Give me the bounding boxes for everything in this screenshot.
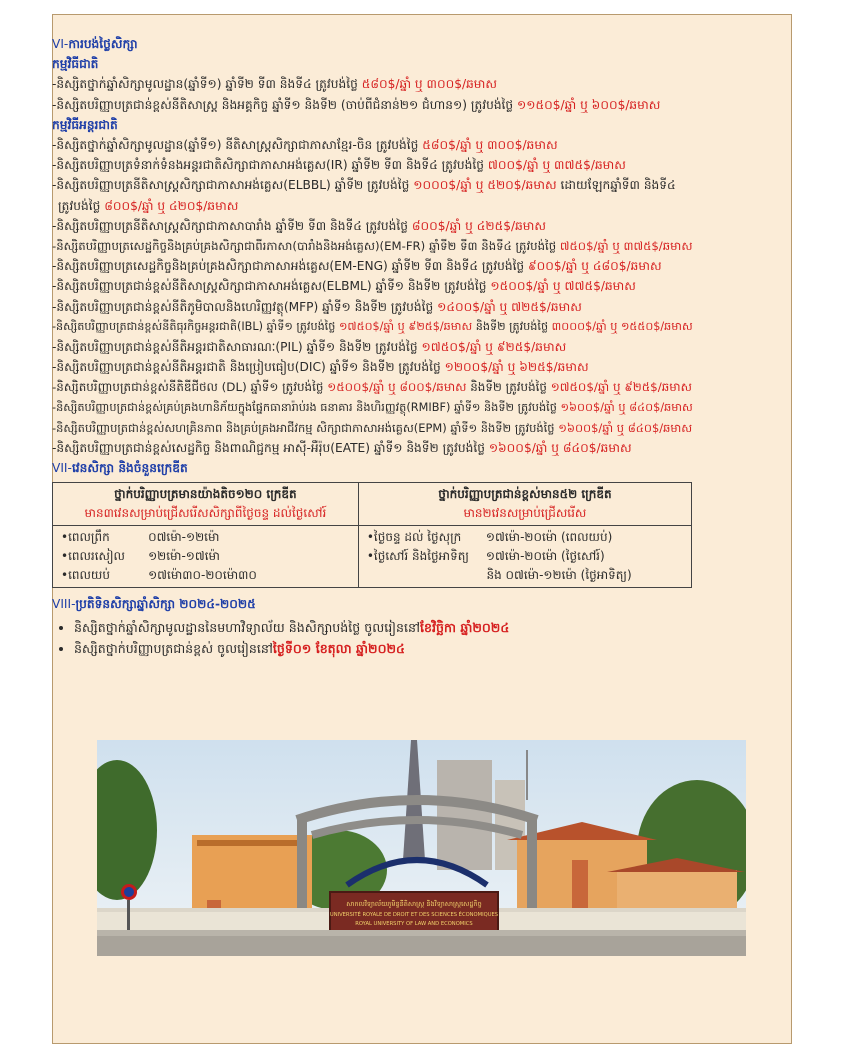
fee-item: -និស្សិតបរិញ្ញាបត្រជាន់ខ្ពស់នីតិធុរកិច្ចអន្តរជាតិ(IBL) ឆ្នាំទី១ ត្រូវបង់ថ្លៃ ១៧៥០$/ឆ្នាំ ឬ ៩២៥$/ឆមាស និងទី២ ត្រូវបង់ថ្លៃ ៣០០០$/ឆ្នាំ ឬ ១៥៥០$/ឆមាស [52,319,693,333]
fee-amount: ៥៨០$/ឆ្នាំ ឬ ៣០០$/ឆមាស [422,138,558,153]
fee-amount: ១៥០០$/ឆ្នាំ ឬ ៨០០$/ឆមាស [327,380,467,395]
fee-amount: ១៦០០$/ឆ្នាំ ឬ ៨៤០$/ឆមាស [558,420,693,435]
section7-heading: VII-វេនសិក្សា និងចំនួនក្រេឌីត [52,461,188,476]
fee-item: -និស្សិតបរិញ្ញាបត្រជាន់ខ្ពស់នីតិអន្តរជាតិ និងប្រៀបធៀប(DIC) ឆ្នាំទី១ និងទី២ ត្រូវបង់ថ្លៃ ១២០០$/ឆ្នាំ ឬ ៦២៥$/ឆមាស [52,360,589,375]
bachelor-header: ថ្នាក់បរិញ្ញាបត្រមានយ៉ាងតិច១២០ ក្រេឌីត មាន៣វេនសម្រាប់ជ្រើសរើសសិក្សាពីថ្ងៃចន្ទ ដល់ថ្ងៃសៅរ៍ [53,483,359,526]
fee-amount: ៨០០$/ឆ្នាំ ឬ ៤២០$/ឆមាស [104,198,239,213]
sign-text-khmer: សាកលវិទ្យាល័យភូមិន្ទនីតិសាស្ត្រ និងវិទ្យាសាស្ត្រសេដ្ឋកិច្ច [346,900,482,908]
fee-item: -និស្សិតបរិញ្ញាបត្រជាន់ខ្ពស់សេដ្ឋកិច្ច និងពាណិជ្ជកម្ម អាស៊ី-អឺរ៉ុប(EATE) ឆ្នាំទី១ និងទី២ ត្រូវបង់ថ្លៃ ១៦០០$/ឆ្នាំ ឬ ៨៤០$/ឆមាស [52,441,632,456]
fee-item: -និស្សិតបរិញ្ញាបត្រជាន់ខ្ពស់នីតិសាស្ត្រ និងអគ្គកិច្ច ឆ្នាំទី១ និងទី២ (ចាប់ពីជំនាន់២១ ជំហាន១) ត្រូវបង់ថ្លៃ ១១៥០$/ឆ្នាំ ឬ ៦០០$/ឆមាស [52,97,661,112]
fee-amount: ១៤០០$/ឆ្នាំ ឬ ៧២៥$/ឆមាស [437,299,582,314]
fee-amount: ១២០០$/ឆ្នាំ ឬ ៦២៥$/ឆមាស [444,360,589,375]
shift-row: និង ០៧ម៉ោ-១២ម៉ោ (ថ្ងៃអាទិត្យ) [486,568,632,583]
fee-amount: ១០០០$/ឆ្នាំ ឬ ៥២០$/ឆមាស [413,178,557,193]
fee-item: -និស្សិតបរិញ្ញាបត្រជាន់ខ្ពស់សហគ្រិនភាព និងគ្រប់គ្រងអាជីវកម្ម សិក្សាជាភាសាអង់គ្លេស(EPM) ឆ្នាំទី១ និងទី២ ត្រូវបង់ថ្លៃ ១៦០០$/ឆ្នាំ ឬ ៨៤០$/ឆមាស [52,420,693,435]
national-heading: កម្មវិធីជាតិ [52,57,99,72]
shift-row: • ពេលព្រឹក ០៧ម៉ោ-១២ម៉ោ [61,530,220,545]
fee-item: -និស្សិតបរិញ្ញាបត្រជាន់ខ្ពស់នីតិអន្តរជាតិសាធារណៈ(PIL) ឆ្នាំទី១ និងទី២ ត្រូវបង់ថ្លៃ ១៧៥០$/ឆ្នាំ ឬ ៩២៥$/ឆមាស [52,340,567,355]
shift-row: • ថ្ងៃសៅរ៍ និងថ្ងៃអាទិត្យ ១៧ម៉ោ-២០ម៉ោ (ថ្ងៃសៅរ៍) [366,549,605,564]
fee-amount: ១៦០០$/ឆ្នាំ ឬ ៨៤០$/ឆមាស [488,441,632,456]
fee-amount: ១៧៥០$/ឆ្នាំ ឬ ៩២៥$/ឆមាស [421,340,567,355]
fee-amount: ៨០០$/ឆ្នាំ ឬ ៤២៥$/ឆមាស [411,218,547,233]
fee-amount: ៣០០០$/ឆ្នាំ ឬ ១៥៥០$/ឆមាស [551,319,693,333]
shift-row: • ថ្ងៃចន្ទ ដល់ ថ្ងៃសុក្រ ១៧ម៉ោ-២០ម៉ោ (ពេលយប់) [366,530,613,545]
fee-item: -និស្សិតបរិញ្ញាបត្រទំនាក់ទំនងអន្តរជាតិសិក្សាជាភាសាអង់គ្លេស(IR) ឆ្នាំទី២ ទី៣ និងទី៤ ត្រូវបង់ថ្លៃ ៧០០$/ឆ្នាំ ឬ ៣៧៥$/ឆមាស [52,158,626,173]
sign-text-french: UNIVERSITÉ ROYALE DE DROIT ET DES SCIENCES ÉCONOMIQUES [329,912,499,918]
bachelor-shifts [53,526,359,588]
fee-item: -និស្សិតបរិញ្ញាបត្រសេដ្ឋកិច្ចនិងគ្រប់គ្រងសិក្សាជាពីរភាសា(បារាំងនិងអង់គ្លេស)(EM-FR) ឆ្នាំទី២ ទី៣ និងទី៤ ត្រូវបង់ថ្លៃ ៧៥០$/ឆ្នាំ ឬ ៣៧៥$/ឆមាស [52,239,693,254]
schedule-table [52,482,692,588]
fee-amount: ៩០០$/ឆ្នាំ ឬ ៤៨០$/ឆមាស [528,259,662,274]
section6-heading: VI-ការបង់ថ្លៃសិក្សា [52,37,138,51]
calendar-list [52,617,692,659]
content [52,34,692,659]
fee-item: -និស្សិតថ្នាក់ឆ្នាំសិក្សាមូលដ្ឋាន(ឆ្នាំទី១) ឆ្នាំទី២ ទី៣ និងទី៤ ត្រូវបង់ថ្លៃ ៥៨០$/ឆ្នាំ ឬ ៣០០$/ឆមាស [52,77,498,92]
master-shifts [358,526,691,588]
section8-heading: VIII-ប្រតិទិនសិក្សាឆ្នាំសិក្សា ២០២៤-២០២៥ [52,597,256,612]
list-item: • និស្សិតថ្នាក់បរិញ្ញាបត្រជាន់ខ្ពស់ ចូលរៀននៅថ្ងៃទី០១ ខែតុលា ឆ្នាំ២០២៤ [74,638,692,659]
shift-row: • ពេលរសៀល ១២ម៉ោ-១៧ម៉ោ [61,549,220,564]
fee-amount: ១១៥០$/ឆ្នាំ ឬ ៦០០$/ឆមាស [517,97,661,112]
fee-item: -និស្សិតថ្នាក់ឆ្នាំសិក្សាមូលដ្ឋាន(ឆ្នាំទី១) នីតិសាស្ត្រសិក្សាជាភាសាខ្មែរ-ចិន ត្រូវបង់ថ្លៃ ៥៨០$/ឆ្នាំ ឬ ៣០០$/ឆមាស [52,138,558,153]
fee-amount: ៥៨០$/ឆ្នាំ ឬ ៣០០$/ឆមាស [361,77,498,92]
fee-amount: ១៦០០$/ឆ្នាំ ឬ ៨៤០$/ឆមាស [560,400,693,414]
campus-photo [97,740,746,956]
international-heading: កម្មវិធីអន្តរជាតិ [52,117,118,132]
fee-item: -និស្សិតបរិញ្ញាបត្រសេដ្ឋកិច្ចនិងគ្រប់គ្រងសិក្សាជាភាសាអង់គ្លេស(EM-ENG) ឆ្នាំទី២ ទី៣ និងទី៤ ត្រូវបង់ថ្លៃ ៩០០$/ឆ្នាំ ឬ ៤៨០$/ឆមាស [52,259,662,274]
master-header: ថ្នាក់បរិញ្ញាបត្រជាន់ខ្ពស់មាន៥២ ក្រេឌីត មាន២វេនសម្រាប់ជ្រើសរើស [358,483,691,526]
fee-item: -និស្សិតបរិញ្ញាបត្រនីតិសាស្ត្រសិក្សាជាភាសាបារាំង ឆ្នាំទី២ ទី៣ និងទី៤ ត្រូវបង់ថ្លៃ ៨០០$/ឆ្នាំ ឬ ៤២៥$/ឆមាស [52,218,547,233]
fee-item: -និស្សិតបរិញ្ញាបត្រជាន់ខ្ពស់នីតិឌីជីថល (DL) ឆ្នាំទី១ ត្រូវបង់ថ្លៃ ១៥០០$/ឆ្នាំ ឬ ៨០០$/ឆមាស និងទី២ ត្រូវបង់ថ្លៃ ១៧៥០$/ឆ្នាំ ឬ ៩២៥$/ឆមាស [52,380,692,395]
fee-amount: ១៧៥០$/ឆ្នាំ ឬ ៩២៥$/ឆមាស [338,319,473,333]
national-fee-list [52,74,692,114]
fee-amount: ៧០០$/ឆ្នាំ ឬ ៣៧៥$/ឆមាស [487,158,626,173]
fee-item: -និស្សិតបរិញ្ញាបត្រជាន់ខ្ពស់គ្រប់គ្រងហានិភ័យក្នុងផ្នែកធានារ៉ាប់រង ធនាគារ និងហិរញ្ញវត្ថុ(RMIBF) ឆ្នាំទី១ និងទី២ ត្រូវបង់ថ្លៃ ១៦០០$/ឆ្នាំ ឬ ៨៤០$/ឆមាស [52,400,693,414]
campus-gate-illustration [97,740,746,956]
shift-row: • ពេលយប់ ១៧ម៉ោ៣០-២០ម៉ោ៣០ [61,568,257,583]
sign-text-english: ROYAL UNIVERSITY OF LAW AND ECONOMICS [355,921,473,927]
fee-amount: ១៧៥០$/ឆ្នាំ ឬ ៩២៥$/ឆមាស [550,380,692,395]
fee-item: ត្រូវបង់ថ្លៃ ៨០០$/ឆ្នាំ ឬ ៤២០$/ឆមាស [58,198,239,213]
international-fee-list [52,135,692,458]
fee-item: -និស្សិតបរិញ្ញាបត្រជាន់ខ្ពស់នីតិភូមិបាលនិងហេរិញ្ញវត្ថុ(MFP) ឆ្នាំទី១ និងទី២ ត្រូវបង់ថ្លៃ ១៤០០$/ឆ្នាំ ឬ ៧២៥$/ឆមាស [52,299,582,314]
fee-item: -និស្សិតបរិញ្ញាបត្រជាន់ខ្ពស់នីតិសាស្ត្រសិក្សាជាភាសាអង់គ្លេស(ELBML) ឆ្នាំទី១ និងទី២ ត្រូវបង់ថ្លៃ ១៥០០$/ឆ្នាំ ឬ ៧៧៥$/ឆមាស [52,279,636,294]
fee-amount: ៧៥០$/ឆ្នាំ ឬ ៣៧៥$/ឆមាស [559,239,693,254]
fee-amount: ១៥០០$/ឆ្នាំ ឬ ៧៧៥$/ឆមាស [490,279,636,294]
fee-item: -និស្សិតបរិញ្ញាបត្រនីតិសាស្ត្រសិក្សាជាភាសាអង់គ្លេស(ELBBL) ឆ្នាំទី២ ត្រូវបង់ថ្លៃ ១០០០$/ឆ្នាំ ឬ ៥២០$/ឆមាស ដោយឡែកឆ្នាំទី៣ និងទី៤ [52,178,676,193]
list-item: • និស្សិតថ្នាក់ឆ្នាំសិក្សាមូលដ្ឋាននៃមហាវិទ្យាល័យ និងសិក្សាបង់ថ្លៃ ចូលរៀននៅខែវិច្ឆិកា ឆ្នាំ២០២៤ [74,617,692,638]
